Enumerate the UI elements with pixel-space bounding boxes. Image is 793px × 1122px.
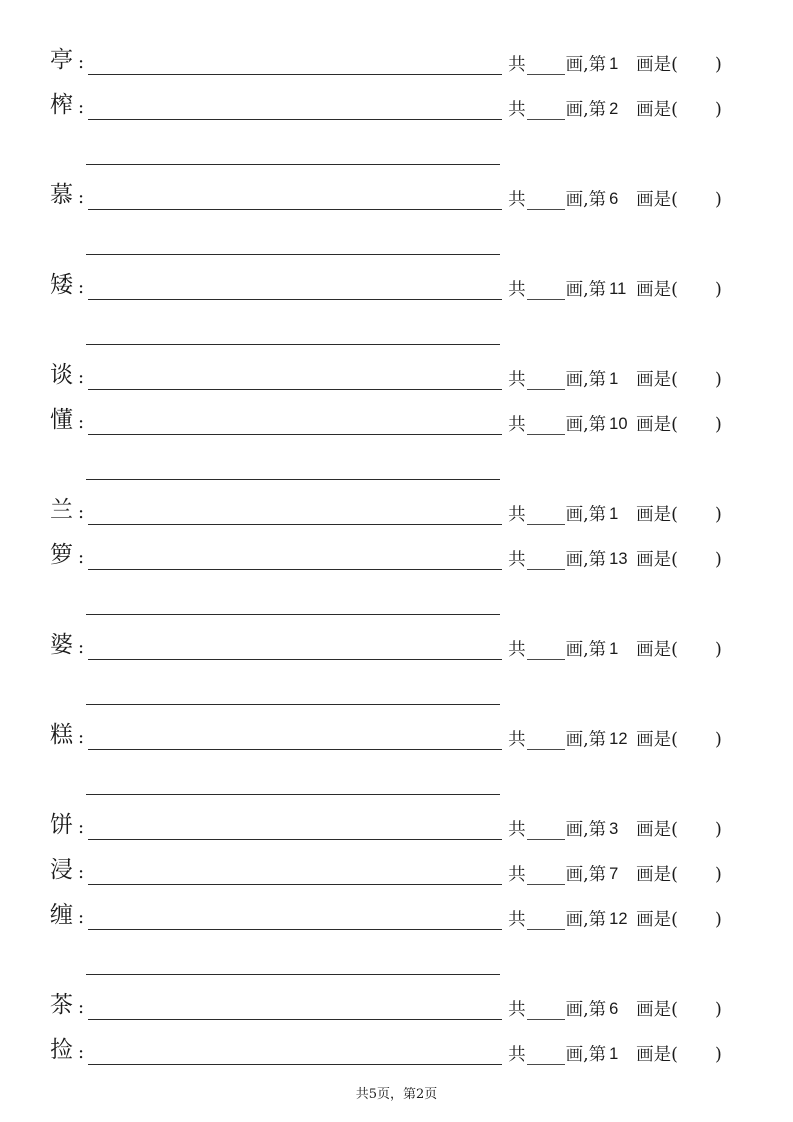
stroke-number: 11 [609,280,627,299]
practice-writing-line [86,224,500,255]
hua-shi-open-label: 画是( [636,999,678,1020]
stroke-question [508,864,722,885]
total-label: 共 [508,369,526,390]
close-paren-label: ) [714,414,722,435]
colon: : [78,97,85,118]
close-paren-label: ) [714,54,722,75]
practice-writing-line [86,764,500,795]
colon: : [78,637,85,658]
practice-writing-line [88,809,502,840]
stroke-count-blank [527,369,565,390]
practice-writing-line [86,584,500,615]
worksheet-row [50,345,760,390]
ordinal-prefix-label: 第 [588,279,607,300]
stroke-number: 1 [609,505,619,524]
stroke-count-blank [527,639,565,660]
stroke-count-blank [527,864,565,885]
total-label: 共 [508,1044,526,1065]
colon: : [78,502,85,523]
colon: : [78,997,85,1018]
stroke-number: 1 [609,370,619,389]
stroke-count-blank [527,189,565,210]
close-paren-label: ) [714,369,722,390]
ordinal-prefix-label: 第 [588,504,607,525]
practice-writing-line [88,404,502,435]
total-label: 共 [508,414,526,435]
worksheet-row [50,975,760,1020]
stroke-question [508,504,722,525]
practice-writing-line [88,854,502,885]
character-label: 浸 [50,857,73,883]
hua-comma-label: 画, [565,909,589,930]
ordinal-prefix-label: 第 [588,549,607,570]
stroke-count-blank [527,279,565,300]
practice-writing-line [88,359,502,390]
close-paren-label: ) [714,999,722,1020]
hua-shi-open-label: 画是( [636,279,678,300]
hua-shi-open-label: 画是( [636,99,678,120]
answer-blank [678,200,715,210]
stroke-number: 1 [609,640,619,659]
ordinal-prefix-label: 第 [588,1044,607,1065]
stroke-count-blank [527,54,565,75]
answer-blank [678,1055,715,1065]
continuation-row [50,120,760,165]
character-label: 兰 [50,497,73,523]
continuation-row [50,660,760,705]
character-label: 箩 [50,542,73,568]
hua-comma-label: 画, [565,504,589,525]
practice-writing-line [88,179,502,210]
hua-comma-label: 画, [565,729,589,750]
practice-writing-line [88,629,502,660]
hua-comma-label: 画, [565,549,589,570]
worksheet-row [50,480,760,525]
hua-shi-open-label: 画是( [636,819,678,840]
hua-shi-open-label: 画是( [636,864,678,885]
hua-shi-open-label: 画是( [636,1044,678,1065]
total-label: 共 [508,864,526,885]
close-paren-label: ) [714,549,722,570]
stroke-count-blank [527,909,565,930]
worksheet-rows [50,30,760,1065]
colon: : [78,187,85,208]
stroke-question [508,99,722,120]
answer-blank [678,1010,715,1020]
hua-comma-label: 画, [565,369,589,390]
stroke-question [508,999,722,1020]
hua-shi-open-label: 画是( [636,369,678,390]
total-label: 共 [508,999,526,1020]
colon: : [78,412,85,433]
practice-writing-line [88,1034,502,1065]
answer-blank [678,380,715,390]
hua-comma-label: 画, [565,99,589,120]
ordinal-prefix-label: 第 [588,864,607,885]
close-paren-label: ) [714,504,722,525]
worksheet-row [50,255,760,300]
total-label: 共 [508,99,526,120]
total-label: 共 [508,639,526,660]
ordinal-prefix-label: 第 [588,189,607,210]
total-label: 共 [508,54,526,75]
continuation-row [50,210,760,255]
practice-writing-line [86,314,500,345]
ordinal-prefix-label: 第 [588,909,607,930]
hua-comma-label: 画, [565,279,589,300]
hua-shi-open-label: 画是( [636,729,678,750]
colon: : [78,367,85,388]
hua-comma-label: 画, [565,189,589,210]
continuation-row [50,930,760,975]
stroke-count-blank [527,1044,565,1065]
hua-shi-open-label: 画是( [636,909,678,930]
close-paren-label: ) [714,189,722,210]
practice-writing-line [88,269,502,300]
colon: : [78,817,85,838]
answer-blank [678,740,715,750]
answer-blank [678,515,715,525]
continuation-row [50,300,760,345]
practice-writing-line [86,674,500,705]
stroke-question [508,414,722,435]
character-label: 茶 [50,992,73,1018]
answer-blank [678,830,715,840]
ordinal-prefix-label: 第 [588,729,607,750]
character-label: 捡 [50,1037,73,1063]
stroke-question [508,819,722,840]
character-label: 慕 [50,182,73,208]
close-paren-label: ) [714,99,722,120]
total-label: 共 [508,909,526,930]
stroke-question [508,1044,722,1065]
practice-writing-line [88,989,502,1020]
worksheet-row [50,390,760,435]
total-label: 共 [508,279,526,300]
total-label: 共 [508,189,526,210]
stroke-count-blank [527,99,565,120]
ordinal-prefix-label: 第 [588,819,607,840]
colon: : [78,727,85,748]
hua-shi-open-label: 画是( [636,549,678,570]
worksheet-row [50,30,760,75]
continuation-row [50,435,760,480]
colon: : [78,277,85,298]
hua-comma-label: 画, [565,864,589,885]
stroke-number: 2 [609,100,619,119]
worksheet-row [50,525,760,570]
worksheet-row [50,885,760,930]
close-paren-label: ) [714,1044,722,1065]
worksheet-row [50,1020,760,1065]
ordinal-prefix-label: 第 [588,639,607,660]
close-paren-label: ) [714,909,722,930]
answer-blank [678,65,715,75]
stroke-number: 7 [609,865,619,884]
stroke-count-blank [527,549,565,570]
ordinal-prefix-label: 第 [588,99,607,120]
hua-shi-open-label: 画是( [636,639,678,660]
practice-writing-line [88,539,502,570]
stroke-number: 12 [609,910,628,929]
stroke-number: 1 [609,1045,619,1064]
close-paren-label: ) [714,279,722,300]
hua-comma-label: 画, [565,414,589,435]
stroke-count-blank [527,729,565,750]
stroke-question [508,189,722,210]
hua-comma-label: 画, [565,819,589,840]
hua-shi-open-label: 画是( [636,504,678,525]
hua-shi-open-label: 画是( [636,189,678,210]
page-number-text: 共5页，第2页 [355,1087,438,1102]
character-label: 糕 [50,722,73,748]
ordinal-prefix-label: 第 [588,999,607,1020]
answer-blank [678,290,715,300]
stroke-number: 3 [609,820,619,839]
stroke-question [508,909,722,930]
colon: : [78,907,85,928]
practice-writing-line [86,944,500,975]
hua-shi-open-label: 画是( [636,414,678,435]
practice-writing-line [88,89,502,120]
total-label: 共 [508,729,526,750]
stroke-number: 13 [609,550,628,569]
close-paren-label: ) [714,864,722,885]
practice-writing-line [88,719,502,750]
stroke-count-blank [527,999,565,1020]
close-paren-label: ) [714,639,722,660]
colon: : [78,862,85,883]
worksheet-row [50,795,760,840]
stroke-question [508,729,722,750]
hua-comma-label: 画, [565,999,589,1020]
character-label: 饼 [50,812,73,838]
total-label: 共 [508,819,526,840]
total-label: 共 [508,549,526,570]
practice-writing-line [88,899,502,930]
stroke-count-blank [527,504,565,525]
hua-comma-label: 画, [565,1044,589,1065]
stroke-number: 10 [609,415,628,434]
page-footer [0,1083,793,1102]
worksheet-row [50,615,760,660]
stroke-number: 1 [609,55,619,74]
worksheet-row [50,840,760,885]
colon: : [78,52,85,73]
character-label: 婆 [50,632,73,658]
total-label: 共 [508,504,526,525]
practice-writing-line [86,449,500,480]
stroke-number: 12 [609,730,628,749]
colon: : [78,547,85,568]
hua-comma-label: 画, [565,54,589,75]
colon: : [78,1042,85,1063]
stroke-question [508,54,722,75]
stroke-number: 6 [609,1000,619,1019]
answer-blank [678,560,715,570]
ordinal-prefix-label: 第 [588,414,607,435]
character-label: 亭 [50,47,73,73]
hua-shi-open-label: 画是( [636,54,678,75]
ordinal-prefix-label: 第 [588,54,607,75]
practice-writing-line [88,44,502,75]
hua-comma-label: 画, [565,639,589,660]
character-label: 缠 [50,902,73,928]
ordinal-prefix-label: 第 [588,369,607,390]
character-label: 懂 [50,407,73,433]
stroke-question [508,369,722,390]
answer-blank [678,875,715,885]
continuation-row [50,570,760,615]
answer-blank [678,110,715,120]
worksheet-row [50,165,760,210]
answer-blank [678,650,715,660]
stroke-question [508,639,722,660]
practice-writing-line [86,134,500,165]
character-label: 矮 [50,272,73,298]
answer-blank [678,920,715,930]
character-label: 榨 [50,92,73,118]
stroke-question [508,279,722,300]
character-label: 谈 [50,362,73,388]
continuation-row [50,750,760,795]
practice-writing-line [88,494,502,525]
stroke-count-blank [527,819,565,840]
stroke-count-blank [527,414,565,435]
stroke-question [508,549,722,570]
close-paren-label: ) [714,819,722,840]
worksheet-row [50,75,760,120]
close-paren-label: ) [714,729,722,750]
stroke-number: 6 [609,190,619,209]
answer-blank [678,425,715,435]
worksheet-row [50,705,760,750]
